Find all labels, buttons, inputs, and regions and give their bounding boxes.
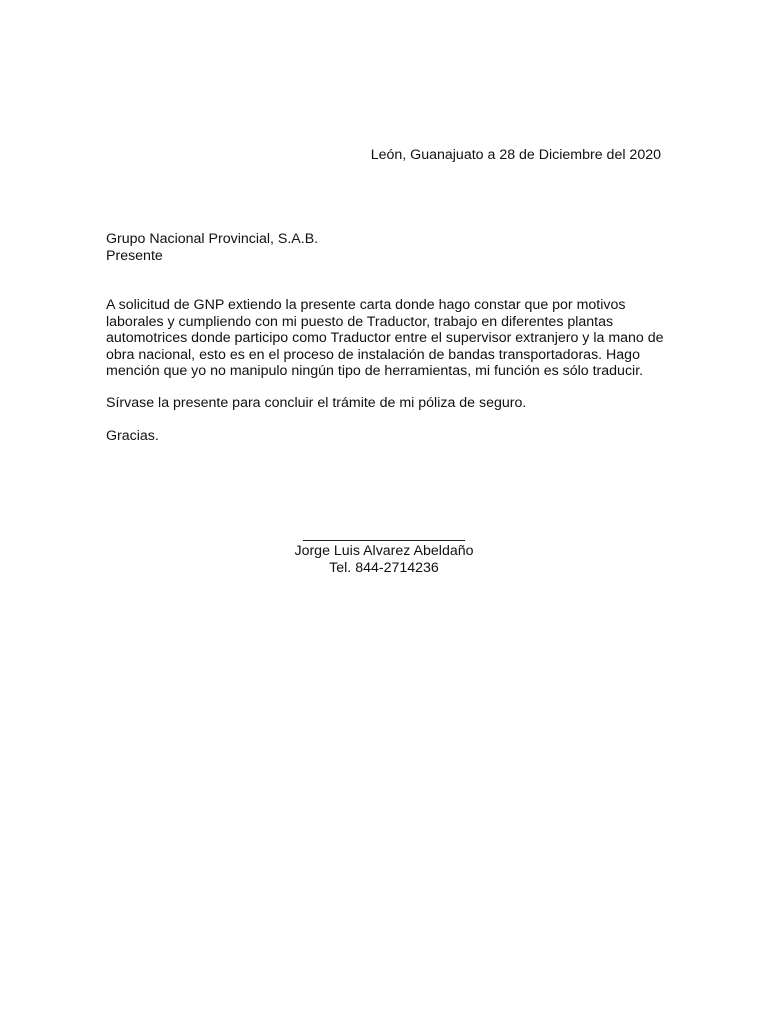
recipient-salutation: Presente [106,247,163,264]
body-line: mención que yo no manipulo ningún tipo de herramientas, mi función es sólo traducir. [106,363,644,380]
recipient-block [106,231,318,264]
body-line: laborales y cumpliendo con mi puesto de Traductor, trabajo en diferentes plantas [106,313,614,330]
recipient-company: Grupo Nacional Provincial, S.A.B. [106,231,319,247]
signature-block [284,524,484,576]
body-line: automotrices donde participo como Traductor entre el supervisor extranjero y la mano de [106,330,664,347]
signer-name: Jorge Luis Alvarez Abeldaño [294,543,474,559]
thanks-line: Gracias. [106,428,159,444]
body-line: obra nacional, esto es en el proceso de instalación de bandas transportadoras. Hago [106,346,640,363]
closing-request: Sírvase la presente para concluir el trámite de mi póliza de seguro. [106,395,527,411]
signer-phone: Tel. 844-2714236 [329,559,439,576]
signature-line [303,540,465,541]
body-paragraph [106,297,666,380]
place-and-date: León, Guanajuato a 28 de Diciembre del 2020 [370,147,661,163]
body-line: A solicitud de GNP extiendo la presente carta donde hago constar que por motivos [106,297,626,313]
